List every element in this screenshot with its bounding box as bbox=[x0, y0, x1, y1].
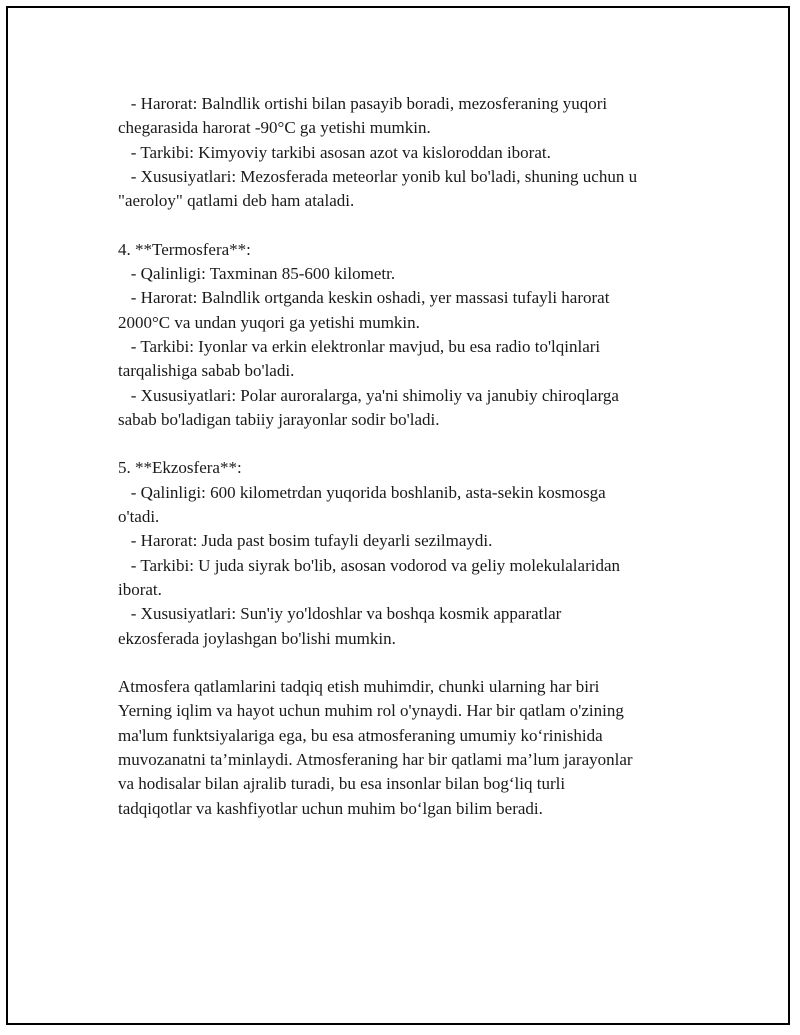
conclusion-line-4: muvozanatni ta’minlaydi. Atmosferaning har bir qatlami ma’lum jarayonlar bbox=[118, 750, 633, 770]
paragraph-gap bbox=[118, 651, 688, 675]
mezosfera-tarkibi-line: - Tarkibi: Kimyoviy tarkibi asosan azot va kisloroddan iborat. bbox=[118, 142, 551, 162]
termosfera-tarkibi-line-2: tarqalishiga sabab bo'ladi. bbox=[118, 361, 295, 381]
ekzosfera-section bbox=[118, 456, 688, 650]
conclusion-line-5: va hodisalar bilan ajralib turadi, bu esa insonlar bilan bog‘liq turli bbox=[118, 774, 566, 794]
termosfera-harorat-line-2: 2000°C va undan yuqori ga yetishi mumkin. bbox=[118, 312, 420, 332]
termosfera-heading: 4. **Termosfera**: bbox=[118, 239, 251, 259]
document-body bbox=[118, 92, 688, 821]
conclusion-line-1: Atmosfera qatlamlarini tadqiq etish muhimdir, chunki ularning har biri bbox=[118, 677, 600, 697]
mezosfera-details bbox=[118, 92, 688, 213]
mezosfera-harorat-line-2: chegarasida harorat -90°C ga yetishi mumkin. bbox=[118, 118, 431, 138]
ekzosfera-tarkibi-line-1: - Tarkibi: U juda siyrak bo'lib, asosan vodorod va geliy molekulalaridan bbox=[118, 555, 621, 575]
termosfera-section bbox=[118, 238, 688, 432]
termosfera-qalinligi-line: - Qalinligi: Taxminan 85-600 kilometr. bbox=[118, 264, 396, 284]
conclusion-line-6: tadqiqotlar va kashfiyotlar uchun muhim bo‘lgan bilim beradi. bbox=[118, 798, 543, 818]
paragraph-gap bbox=[118, 432, 688, 456]
mezosfera-xususiyatlari-line-2: "aeroloy" qatlami deb ham ataladi. bbox=[118, 191, 355, 211]
ekzosfera-heading: 5. **Ekzosfera**: bbox=[118, 458, 242, 478]
mezosfera-xususiyatlari-line-1: - Xususiyatlari: Mezosferada meteorlar yonib kul bo'ladi, shuning uchun u bbox=[118, 166, 638, 186]
conclusion-line-2: Yerning iqlim va hayot uchun muhim rol o'ynaydi. Har bir qatlam o'zining bbox=[118, 701, 624, 721]
termosfera-xususiyatlari-line-1: - Xususiyatlari: Polar auroralarga, ya'ni shimoliy va janubiy chiroqlarga bbox=[118, 385, 619, 405]
ekzosfera-xususiyatlari-line-1: - Xususiyatlari: Sun'iy yo'ldoshlar va boshqa kosmik apparatlar bbox=[118, 604, 562, 624]
ekzosfera-tarkibi-line-2: iborat. bbox=[118, 579, 162, 599]
termosfera-tarkibi-line-1: - Tarkibi: Iyonlar va erkin elektronlar mavjud, bu esa radio to'lqinlari bbox=[118, 336, 601, 356]
ekzosfera-xususiyatlari-line-2: ekzosferada joylashgan bo'lishi mumkin. bbox=[118, 628, 396, 648]
paragraph-gap bbox=[118, 213, 688, 237]
termosfera-xususiyatlari-line-2: sabab bo'ladigan tabiiy jarayonlar sodir bo'ladi. bbox=[118, 409, 440, 429]
conclusion-paragraph bbox=[118, 675, 688, 821]
ekzosfera-qalinligi-line-2: o'tadi. bbox=[118, 507, 160, 527]
mezosfera-harorat-line-1: - Harorat: Balndlik ortishi bilan pasayib boradi, mezosferaning yuqori bbox=[118, 94, 608, 113]
ekzosfera-qalinligi-line-1: - Qalinligi: 600 kilometrdan yuqorida boshlanib, asta-sekin kosmosga bbox=[118, 482, 606, 502]
ekzosfera-harorat-line: - Harorat: Juda past bosim tufayli deyarli sezilmaydi. bbox=[118, 531, 493, 551]
termosfera-harorat-line-1: - Harorat: Balndlik ortganda keskin oshadi, yer massasi tufayli harorat bbox=[118, 288, 610, 308]
conclusion-line-3: ma'lum funktsiyalariga ega, bu esa atmosferaning umumiy ko‘rinishida bbox=[118, 725, 603, 745]
